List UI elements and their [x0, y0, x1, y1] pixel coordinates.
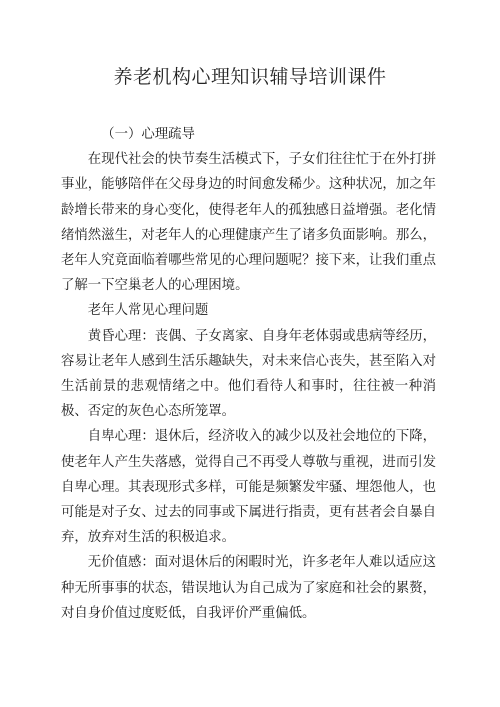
document-title: 养老机构心理知识辅导培训课件	[113, 66, 387, 88]
intro-paragraph: 在现代社会的快节奏生活模式下，子女们往往忙于在外打拼事业，能够陪伴在父母身边的时间愈发稀少。这种状况，加之年龄增长带来的身心变化，使得老年人的孤独感日益增强。老化情绪悄然滋生，对老年人的心理健康产生了诸多负面影响。那么，老年人究竟面临着哪些常见的心理问题呢？接下来，让我们重点了解一下空巢老人的心理困境。	[61, 152, 436, 294]
paragraph-worthlessness: 无价值感：面对退休后的闲暇时光，许多老年人难以适应这种无所事事的状态，错误地认为自己成为了家庭和社会的累赘，对自身价值过度贬低，自我评价严重偏低。	[61, 555, 436, 621]
document-body	[61, 122, 436, 626]
paragraph-inferiority: 自卑心理：退休后，经济收入的减少以及社会地位的下降，使老年人产生失落感，觉得自己不再受人尊敬与重视，进而引发自卑心理。其表现形式多样，可能是频繁发牢骚、埋怨他人，也可能是对子女、过去的同事或下属进行指责，更有甚者会自暴自弃，放弃对生活的积极追求。	[61, 429, 436, 546]
section-heading: （一）心理疏导	[101, 127, 195, 142]
paragraph-twilight-mentality: 黄昏心理：丧偶、子女离家、自身年老体弱或患病等经历，容易让老年人感到生活乐趣缺失，对未来信心丧失，甚至陷入对生活前景的悲观情绪之中。他们看待人和事时，往往被一种消极、否定的灰色心态所笼罩。	[61, 328, 436, 420]
subheading: 老年人常见心理问题	[87, 303, 209, 319]
